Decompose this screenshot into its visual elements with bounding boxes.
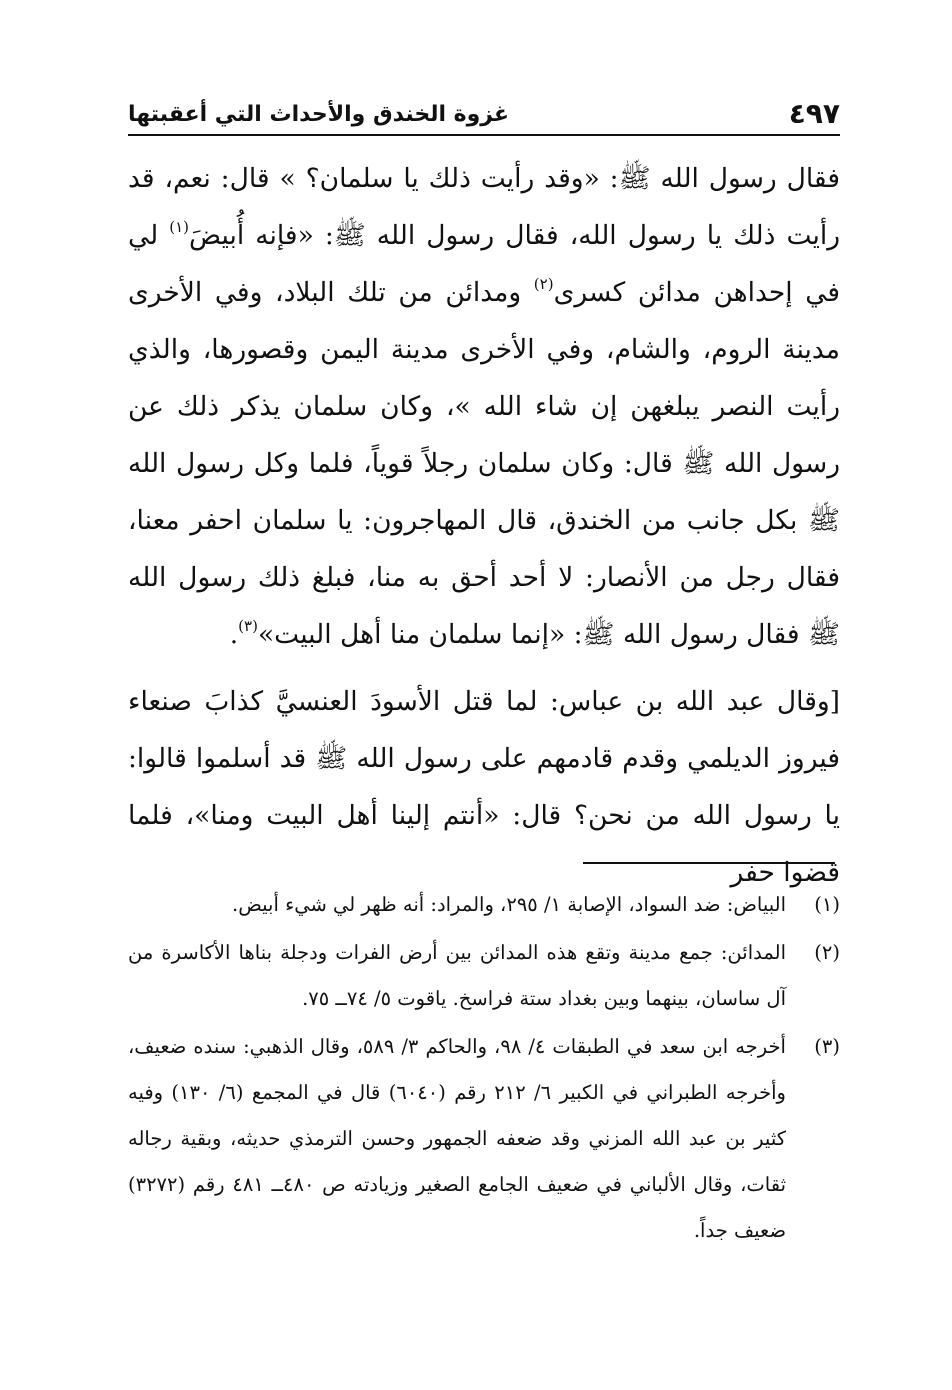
footnote-text: المدائن: جمع مدينة وتقع هذه المدائن بين أرض الفرات ودجلة بناها الأكاسرة من آل ساسان، بينهما وبين بغداد ستة فراسخ. ياقوت ٥/ ٧٤ــ ٧٥. — [128, 941, 786, 1010]
paragraph-1-part-a: فقال رسول الله ﷺ: «وقد رأيت ذلك يا سلمان؟ » قال: نعم، قد رأيت ذلك يا رسول الله، فقال رسول الله ﷺ: «فإنه أُبيضَ — [128, 163, 841, 251]
footnote-1 — [128, 882, 840, 928]
page-number: ٤٩٧ — [788, 97, 840, 130]
running-title: غزوة الخندق والأحداث التي أعقبتها — [128, 102, 510, 127]
footnote-text: أخرجه ابن سعد في الطبقات ٤/ ٩٨، والحاكم ٣/ ٥٨٩، وقال الذهبي: سنده ضعيف، وأخرجه الطبراني في الكبير ٦/ ٢١٢ رقم (٦٠٤٠) قال في المجمع (٦/ ١٣٠) وفيه كثير بن عبد الله المزني وقد ضعفه الجمهور وحسن الترمذي حديثه، وبقية رجاله ثقات، وقال الألباني في ضعيف الجامع الصغير وزيادته ص ٤٨٠ــ ٤٨١ رقم (٣٢٧٢) ضعيف جداً. — [128, 1035, 786, 1242]
paragraph-1-part-d: . — [229, 619, 239, 650]
page-header — [128, 98, 840, 136]
footnote-number: (٢) — [814, 941, 840, 964]
footnote-text: البياض: ضد السواد، الإصابة ١/ ٢٩٥، والمراد: أنه ظهر لي شيء أبيض. — [232, 893, 786, 916]
paragraph-1-part-c: ومدائن من تلك البلاد، وفي الأخرى مدينة الروم، والشام، وفي الأخرى مدينة اليمن وقصورها، والذي رأيت النصر يبلغهن إن شاء الله »، وكان سلمان يذكر ذلك عن رسول الله ﷺ قال: وكان سلمان رجلاً قوياً، فلما وكل رسول الله ﷺ بكل جانب من الخندق، قال المهاجرون: يا سلمان احفر معنا، فقال رجل من الأنصار: لا أحد أحق به منا، فبلغ ذلك رسول الله ﷺ فقال رسول الله ﷺ: «إنما سلمان منا أهل البيت» — [128, 277, 840, 650]
footnote-3 — [128, 1024, 840, 1254]
footnote-ref-1[interactable]: (١) — [169, 218, 189, 237]
paragraph-2: [وقال عبد الله بن عباس: لما قتل الأسودَ العنسيَّ كذابَ صنعاء فيروز الديلمي وقدم قادمهم على رسول الله ﷺ قد أسلموا قالوا: يا رسول الله من نحن؟ قال: «أنتم إلينا أهل البيت ومنا»، فلما قضوا حفر — [128, 686, 840, 888]
footnote-number: (١) — [814, 893, 840, 916]
footnote-ref-2[interactable]: (٢) — [533, 275, 554, 294]
main-text — [128, 150, 840, 901]
footnote-number: (٣) — [814, 1035, 840, 1058]
footnote-2 — [128, 930, 840, 1022]
paragraph-1 — [128, 150, 840, 663]
footnote-ref-3[interactable]: (٣) — [238, 617, 258, 636]
footnotes — [128, 882, 840, 1256]
paragraph-1-part-b: لي في إحداهن مدائن كسرى — [128, 220, 841, 308]
footnote-separator — [583, 862, 835, 864]
